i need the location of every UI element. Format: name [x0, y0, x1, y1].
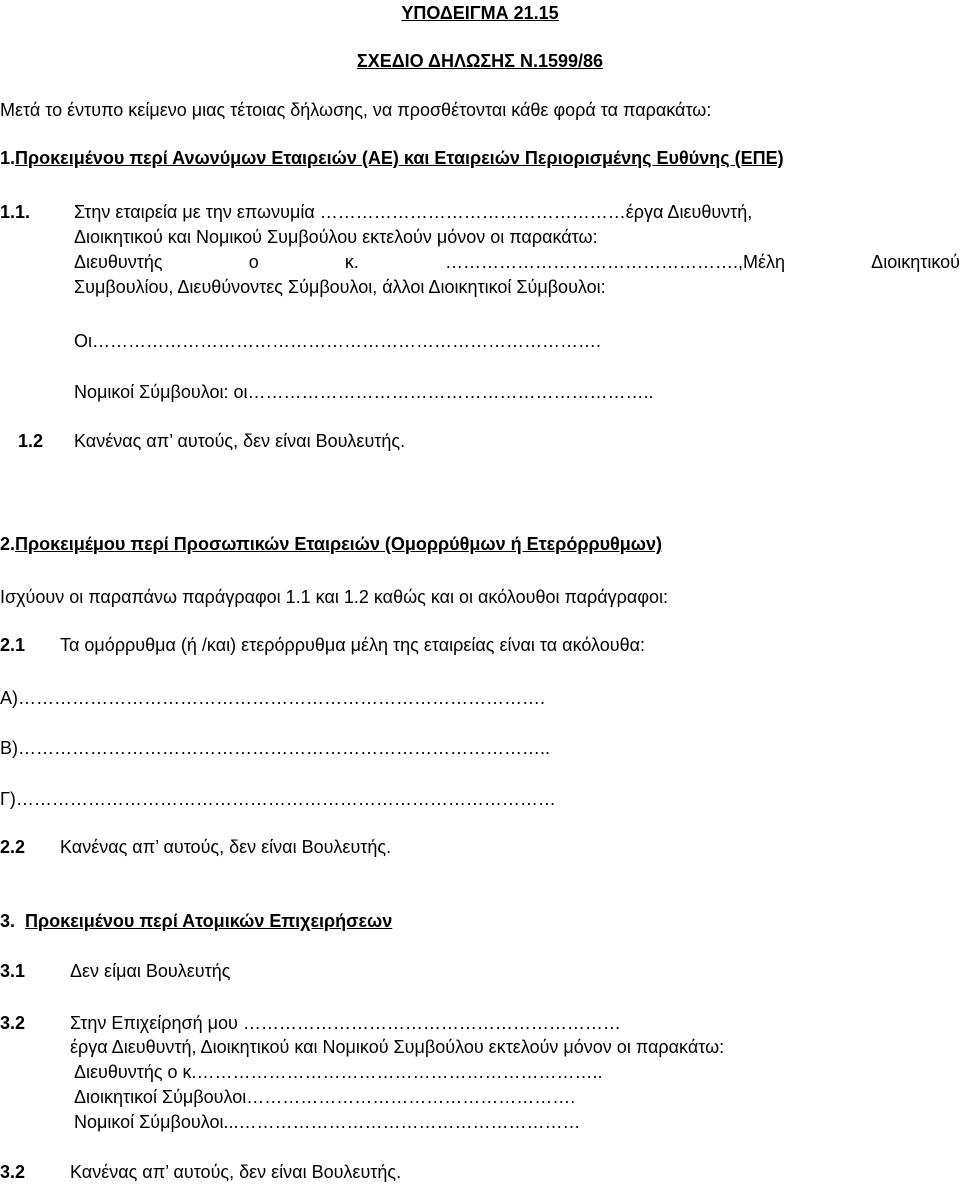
p3-2-number: 3.2: [0, 1013, 26, 1033]
section2-title: Προκειμέμου περί Προσωπικών Εταιρειών (Ομορρύθμων ή Ετερόρρυθμων): [15, 534, 663, 554]
p2-1-number: 2.1: [0, 635, 26, 655]
p1-1-line3: [74, 251, 960, 273]
document-title: ΣΧΕΔΙΟ ΔΗΛΩΣΗΣ Ν.1599/86: [356, 51, 604, 71]
p1-1-line3-dots: ………………………………………….,Μέλη: [445, 252, 786, 272]
p3-2-line2: έργα Διευθυντή, Διοικητικού και Νομικού Συμβούλου εκτελούν μόνον οι παρακάτω:: [70, 1037, 725, 1057]
section2-heading: [0, 533, 662, 555]
member-c-line: Γ)………………………………………………………………………………: [0, 789, 556, 809]
p1-1-line3-end: Διοικητικού: [871, 252, 960, 272]
p1-1-line4: Συμβουλίου, Διευθύνοντες Σύμβουλοι, άλλοι Διοικητικοί Σύμβουλοι:: [74, 277, 606, 297]
section3-heading: [0, 910, 392, 932]
section2-number: 2.: [0, 534, 16, 554]
p3-2-line4: Διοικητικοί Σύμβουλοι……………………………………………….: [74, 1087, 576, 1107]
example-heading: ΥΠΟΔΕΙΓΜΑ 21.15: [401, 3, 559, 23]
p3-2-line3: Διευθυντής ο κ.…………………………………………………………..: [74, 1062, 603, 1082]
section3-number: 3.: [0, 911, 16, 931]
section3-title: Προκειμένου περί Ατομικών Επιχειρήσεων: [25, 911, 393, 931]
p1-1-line1-start: Στην εταιρεία με την επωνυμία: [74, 202, 315, 222]
p1-1-line1: [74, 201, 752, 223]
p1-1-line3-mr: κ.: [344, 252, 359, 272]
p3-1-text: Δεν είμαι Βουλευτής: [70, 961, 231, 981]
p3-1-number: 3.1: [0, 961, 26, 981]
p1-1-line1-dots: ……………………………………………: [319, 202, 626, 222]
section2-line1: Ισχύουν οι παραπάνω παράγραφοι 1.1 και 1.2 καθώς και οι ακόλουθοι παράγραφοι:: [0, 587, 669, 607]
p3-2b-number: 3.2: [0, 1162, 26, 1182]
section1-title: Προκειμένου περί Ανωνύμων Εταιρειών (ΑΕ) και Εταιρειών Περιορισμένης Ευθύνης (ΕΠΕ): [15, 148, 784, 168]
section1-heading: [0, 147, 784, 169]
p1-1-line5: Οι………………………………………………………………………….: [74, 331, 602, 351]
p3-2-line1: Στην Επιχείρησή μου ………………………………………………………: [70, 1013, 621, 1033]
p1-2-number: 1.2: [18, 431, 44, 451]
p1-1-line1-end: έργα Διευθυντή,: [625, 202, 753, 222]
intro-text: Μετά το έντυπο κείμενο μιας τέτοιας δήλωσης, να προσθέτονται κάθε φορά τα παρακάτω:: [0, 100, 712, 120]
member-a-line: Α)…………………………………………………………………………….: [0, 688, 546, 708]
p1-1-line3-role: Διευθυντής: [74, 252, 163, 272]
p2-2-text: Κανένας απ’ αυτούς, δεν είναι Βουλευτής.: [60, 837, 392, 857]
p1-1-line2: Διοικητικού και Νομικού Συμβούλου εκτελούν μόνον οι παρακάτω:: [74, 227, 598, 247]
p1-1-line6: Νομικοί Σύμβουλοι: οι…………………………………………………………..: [74, 382, 654, 402]
section1-number: 1.: [0, 148, 16, 168]
p3-2b-text: Κανένας απ’ αυτούς, δεν είναι Βουλευτής.: [70, 1162, 402, 1182]
p1-2-text: Κανένας απ’ αυτούς, δεν είναι Βουλευτής.: [74, 431, 406, 451]
p1-1-line3-article: ο: [248, 252, 259, 272]
p2-1-text: Τα ομόρρυθμα (ή /και) ετερόρρυθμα μέλη της εταιρείας είναι τα ακόλουθα:: [60, 635, 646, 655]
p3-2-line5: Νομικοί Σύμβουλοι...…………………………………………………: [74, 1112, 581, 1132]
member-b-line: Β)……………………………………………………………………………..: [0, 738, 551, 758]
p1-1-number: 1.1.: [0, 202, 31, 222]
p2-2-number: 2.2: [0, 837, 26, 857]
